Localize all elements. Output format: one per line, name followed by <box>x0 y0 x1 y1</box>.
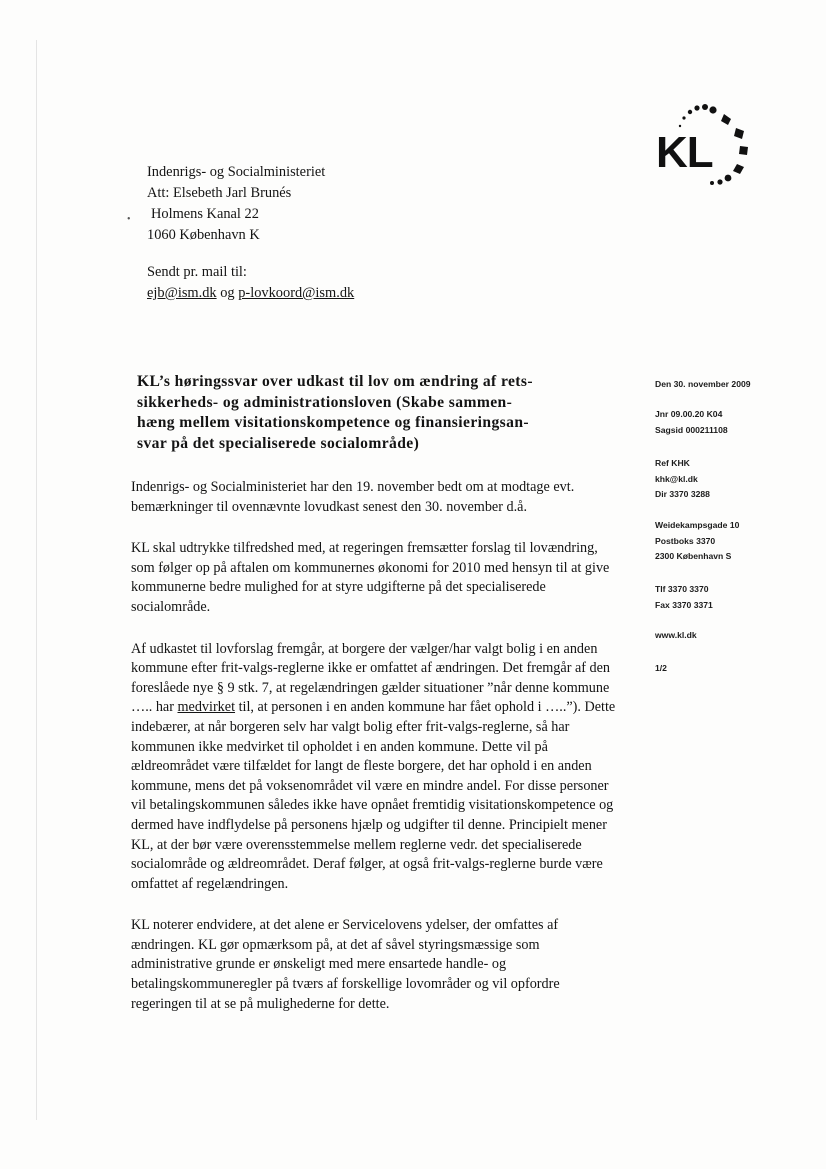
sidebar-date: Den 30. november 2009 <box>655 379 751 389</box>
recipient-line: 1060 København K <box>147 227 260 243</box>
fax: Fax 3370 3371 <box>655 599 713 610</box>
kl-logo <box>652 100 762 195</box>
street-address: Weidekampsgade 10 <box>655 520 740 530</box>
title-line: hæng mellem visitationskompetence og finansieringsan- <box>137 414 529 431</box>
letter-body <box>131 478 616 1036</box>
paragraph: Indenrigs- og Socialministeriet har den 19. november bedt om at modtage evt. bemærkninger til ovennævnte lovudkast senest den 30. november d.å. <box>131 479 575 515</box>
sidebar-contact <box>655 456 710 503</box>
underlined-word: medvirket <box>177 699 236 716</box>
document-title <box>137 372 627 454</box>
title-line: KL’s høringssvar over udkast til lov om ændring af rets- <box>137 373 533 390</box>
phone: Tlf 3370 3370 <box>655 584 709 594</box>
paragraph: KL skal udtrykke tilfredshed med, at regeringen fremsætter forslag til lovændring, som følger op på aftalen om kommunernes økonomi for 2010 med hensyn til at give kommunerne bedre mulighed for at styre udgifterne på det specialiserede socialområde. <box>131 540 610 615</box>
journal-number: Jnr 09.00.20 K04 <box>655 409 723 419</box>
recipient-line: Indenrigs- og Socialministeriet <box>147 164 326 180</box>
recipient-line: Att: Elsebeth Jarl Brunés <box>147 185 292 201</box>
title-line: svar på det specialiserede socialområde) <box>137 434 420 452</box>
sidebar-reference <box>655 407 728 438</box>
paragraph-text: til, at personen i en anden kommune har fået ophold i …..”). Dette indebærer, at når borgeren selv har valgt bolig efter frit-valgs-reglerne, så har kommunen ikke medvirket til opholdet i en anden kommune. Dette vil på ældreområdet være tilfældet for langt de fleste borgere, det har ophold i en anden kommune, mens det på voksenområdet vil være en mindre andel. For disse personer vil betalingskommunen således ikke have opnået fremtidig visitationskompetence og dermed have indflydelse på personens hjælp og udgifter til denne. Principielt mener KL, at der bør være overensstemmelse mellem reglerne vedr. det specialiserede socialområde og ældreområdet. Deraf følger, at også frit-valgs-reglerne burde være omfattet af regelændringen. <box>131 699 616 892</box>
title-line: sikkerheds- og administrationsloven (Skabe sammen- <box>137 393 513 411</box>
sent-by-mail <box>147 262 354 304</box>
email-connector: og <box>220 285 235 301</box>
case-id: Sagsid 000211108 <box>655 424 728 435</box>
sidebar-phones <box>655 582 713 613</box>
postal-city: 2300 København S <box>655 551 732 561</box>
recipient-address <box>127 162 326 246</box>
paragraph <box>131 640 616 895</box>
website-link[interactable]: www.kl.dk <box>655 630 697 640</box>
email-line <box>147 283 354 304</box>
direct-phone: Dir 3370 3288 <box>655 489 710 499</box>
logo-text: KL <box>656 128 713 177</box>
reference-initials: Ref KHK <box>655 458 690 468</box>
email-link-lovkoord[interactable]: p-lovkoord@ism.dk <box>238 285 355 301</box>
sent-label: Sendt pr. mail til: <box>147 264 247 280</box>
page-number: 1/2 <box>655 663 667 673</box>
postbox: Postboks 3370 <box>655 535 716 546</box>
contact-email[interactable]: khk@kl.dk <box>655 473 698 484</box>
paragraph-text: Af udkastet til lovforslag fremgår, at borgere der vælger/har valgt bolig i en anden kommune efter frit-valgs-reglerne ikke er omfattet af ændringen. Det fremgår af den foreslåede nye § 9 stk. 7, at regelændringen gælder situationer ”når denne kommune ….. har <box>131 640 611 716</box>
email-link-ism[interactable]: ejb@ism.dk <box>147 285 217 301</box>
paragraph: KL noterer endvidere, at det alene er Servicelovens ydelser, der omfattes af ændringen. KL gør opmærksom på, at det af såvel styringsmæssige som administrative grunde er ønskeligt med mere ensartede handle- og betalingskommuneregler på tværs af forskellige lovområder og vil opfordre regeringen til at se på mulighederne for dette. <box>131 917 560 1012</box>
sidebar-address <box>655 518 739 565</box>
scan-speck: • <box>127 214 131 225</box>
scan-margin-line <box>36 40 37 1120</box>
recipient-line: Holmens Kanal 22 <box>151 206 259 222</box>
